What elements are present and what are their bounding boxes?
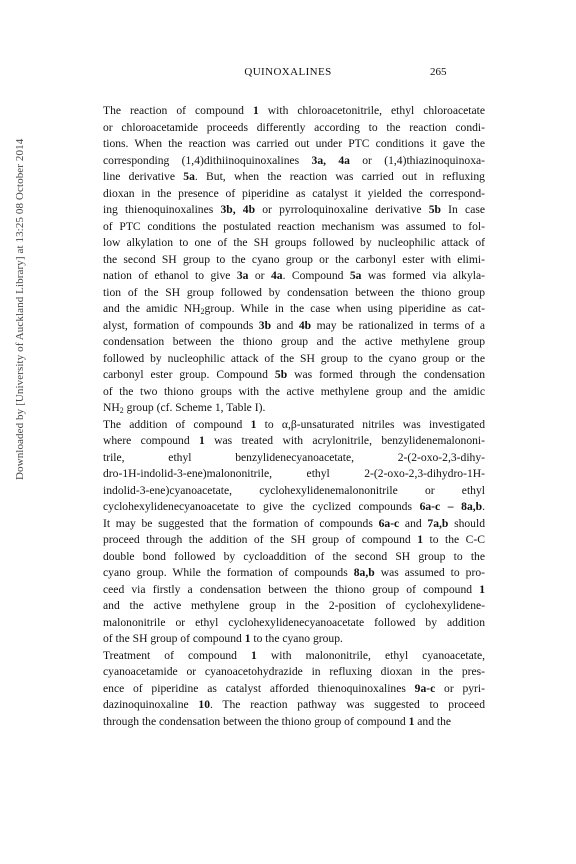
text-line (89, 202, 485, 219)
text-run: low alkylation to one of the SH groups followed by nucleophilic attack of (103, 236, 485, 249)
text-run: and the active methylene group in the 2-position of cyclohexylidene- (103, 599, 485, 612)
text-run: and (399, 516, 428, 530)
text-run: cyanoacetamide or cyanoacetohydrazide in refluxing dioxan in the pres- (103, 665, 485, 678)
text-run: tion of the SH group followed by condensation between the thiono group (103, 285, 485, 299)
text-line (89, 532, 485, 549)
text-run: or chloroacetamide proceeds differently according to the reaction condi- (103, 120, 485, 134)
text-run: corresponding (1,4)dithiinoquinoxalines (103, 153, 312, 167)
text-line (89, 318, 485, 335)
text-run: carbonyl ester group. Compound (103, 368, 275, 381)
text-run: dro-1H-indolid-3-ene)malononitrile, ethyl 2-(2-oxo-2,3-dihydro-1H- (103, 467, 485, 480)
text-run: to α,β-unsaturated nitriles was investigated (256, 417, 486, 431)
text-line (89, 169, 485, 186)
text-run: In case (440, 203, 485, 216)
text-run: cyclohexylidenecyanoacetate to give the cyclized compounds (103, 500, 420, 513)
text-line (89, 433, 485, 450)
text-run: proceed through the addition of the SH group of compound (103, 533, 418, 546)
download-watermark: Downloaded by [University of Auckland Library] at 13:25 08 October 2014 (14, 138, 26, 480)
text-run: group (cf. Scheme 1, Table I). (123, 401, 266, 414)
compound-ref: 6a-c (378, 516, 400, 530)
text-line (89, 367, 485, 384)
compound-ref: 7a,b (427, 516, 449, 530)
text-run: was formed through the condensation (287, 368, 485, 381)
text-run: followed by nucleophilic attack of the SH group to the cyano group or the (103, 351, 485, 365)
text-run: alyst, formation of compounds (103, 318, 259, 332)
text-run: to the cyano group. (250, 632, 343, 645)
article-body (89, 103, 485, 730)
text-line (89, 565, 485, 582)
text-run: . The reaction pathway was suggested to proceed (209, 698, 485, 711)
running-title: QUINOXALINES (244, 66, 332, 78)
text-line (89, 681, 485, 698)
text-run: and the (414, 714, 452, 728)
text-run: through the condensation between the thiono group of compound (103, 714, 409, 728)
text-run: double bond followed by cycloaddition of the second SH group to the (103, 549, 485, 563)
text-run: NH (103, 401, 120, 414)
compound-ref: 5a (183, 170, 195, 183)
compound-ref: 1 (408, 714, 415, 728)
text-line (89, 252, 485, 269)
text-run: The reaction of compound (103, 104, 253, 117)
paragraph (89, 417, 485, 648)
text-run: . Compound (282, 269, 350, 282)
text-line (89, 400, 485, 417)
compound-ref: 4b (298, 318, 312, 332)
text-run: of PTC conditions the postulated reaction mechanism was assumed to fol- (103, 219, 485, 233)
text-run: ence of piperidine as catalyst afforded thienoquinoxalines (103, 681, 415, 695)
text-line (89, 153, 485, 170)
compound-ref: 1 (250, 417, 257, 431)
text-run: may be rationalized in terms of a (311, 318, 485, 332)
text-run: or pyri- (435, 681, 485, 695)
text-run: indolid-3-ene)cyanoacetate, cyclohexylidenemalononitrile or ethyl (103, 483, 485, 497)
text-run: should (448, 516, 485, 530)
text-line (89, 351, 485, 368)
text-line (89, 631, 485, 648)
page-number: 265 (430, 66, 447, 78)
compound-ref: 6a-c – 8a,b (419, 500, 483, 513)
text-run: It may be suggested that the formation of compounds (103, 516, 379, 530)
compound-ref: 5a (349, 269, 362, 282)
text-line (89, 334, 485, 351)
compound-ref: 1 (251, 648, 257, 662)
text-line (89, 301, 485, 318)
compound-ref: 1 (417, 533, 423, 546)
subscript: 2 (200, 307, 205, 316)
text-line (89, 219, 485, 236)
text-run: dazinoquinoxaline (103, 698, 199, 711)
text-run: of the SH group of compound (103, 632, 245, 645)
text-run: and the amidic NH (103, 302, 201, 315)
text-run: with chloroacetonitrile, ethyl chloroacetate (258, 104, 486, 117)
text-line (89, 615, 485, 632)
text-run: nation of ethanol to give (103, 269, 237, 282)
compound-ref: 3a (236, 269, 249, 282)
text-run: . (482, 500, 485, 513)
text-run: trile, ethyl benzylidenecyanoacetate, 2-(2-oxo-2,3-dihy- (103, 450, 485, 464)
compound-ref: 8a,b (353, 566, 375, 579)
text-run: where compound (103, 434, 199, 447)
subscript: 2 (119, 406, 124, 415)
compound-ref: 1 (199, 434, 205, 447)
text-line (89, 136, 485, 153)
text-run: ceed via firstly a condensation between the thiono group of compound (103, 582, 480, 596)
text-line (89, 697, 485, 714)
text-run: group. While in the case when using piperidine as cat- (204, 302, 485, 315)
text-run: or (248, 269, 271, 282)
text-run: ing thienoquinoxalines (103, 203, 221, 216)
compound-ref: 4a (270, 269, 283, 282)
text-run: was assumed to pro- (374, 566, 485, 579)
text-run: The addition of compound (103, 417, 251, 431)
text-line (89, 235, 485, 252)
text-run: was treated with acrylonitrile, benzylidenemalononi- (204, 434, 485, 447)
page-header (0, 66, 576, 82)
text-line (89, 417, 485, 434)
text-run: to the C-C (422, 533, 485, 546)
text-run: the second SH group to the cyano group or the carbonyl ester with elimi- (103, 252, 485, 266)
text-run: tions. When the reaction was carried out under PTC conditions it gave the (103, 137, 485, 150)
text-line (89, 285, 485, 302)
compound-ref: 3a, 4a (311, 153, 350, 167)
text-line (89, 648, 485, 665)
text-run: dioxan in the presence of piperidine as catalyst it yielded the correspond- (103, 186, 485, 200)
text-run: or pyrroloquinoxaline derivative (255, 203, 429, 216)
text-run: with malononitrile, ethyl cyanoacetate, (256, 648, 485, 662)
text-line (89, 384, 485, 401)
compound-ref: 5b (428, 203, 441, 216)
compound-ref: 10 (198, 698, 210, 711)
text-line (89, 549, 485, 566)
text-line (89, 483, 485, 500)
text-run: and (271, 318, 299, 332)
text-run: cyano group. While the formation of compounds (103, 566, 354, 579)
text-run: of the two thiono groups with the active methylene group and the amidic (103, 384, 485, 398)
compound-ref: 1 (252, 104, 259, 117)
text-line (89, 714, 485, 731)
compound-ref: 1 (244, 632, 251, 645)
text-run: Treatment of compound (103, 648, 252, 662)
text-run: line derivative (103, 170, 184, 183)
text-line (89, 450, 485, 467)
text-line (89, 120, 485, 137)
text-run: condensation between the thiono group and the active methylene group (103, 335, 485, 348)
text-run: . But, when the reaction was carried out in refluxing (194, 170, 485, 183)
compound-ref: 1 (479, 582, 485, 596)
text-run: or (1,4)thiazinoquinoxa- (349, 153, 486, 167)
text-line (89, 499, 485, 516)
text-line (89, 103, 485, 120)
compound-ref: 3b (258, 318, 272, 332)
text-line (89, 516, 485, 533)
paragraph (89, 648, 485, 731)
compound-ref: 9a-c (414, 681, 436, 695)
compound-ref: 5b (274, 368, 288, 381)
text-line (89, 268, 485, 285)
text-run: was formed via alkyla- (361, 269, 485, 282)
paragraph (89, 103, 485, 417)
text-line (89, 466, 485, 483)
text-line (89, 598, 485, 615)
text-line (89, 582, 485, 599)
text-run: malononitrile or ethyl cyclohexylidenecyanoacetate followed by addition (103, 615, 485, 629)
text-line (89, 186, 485, 203)
compound-ref: 3b, 4b (220, 203, 256, 216)
text-line (89, 664, 485, 681)
